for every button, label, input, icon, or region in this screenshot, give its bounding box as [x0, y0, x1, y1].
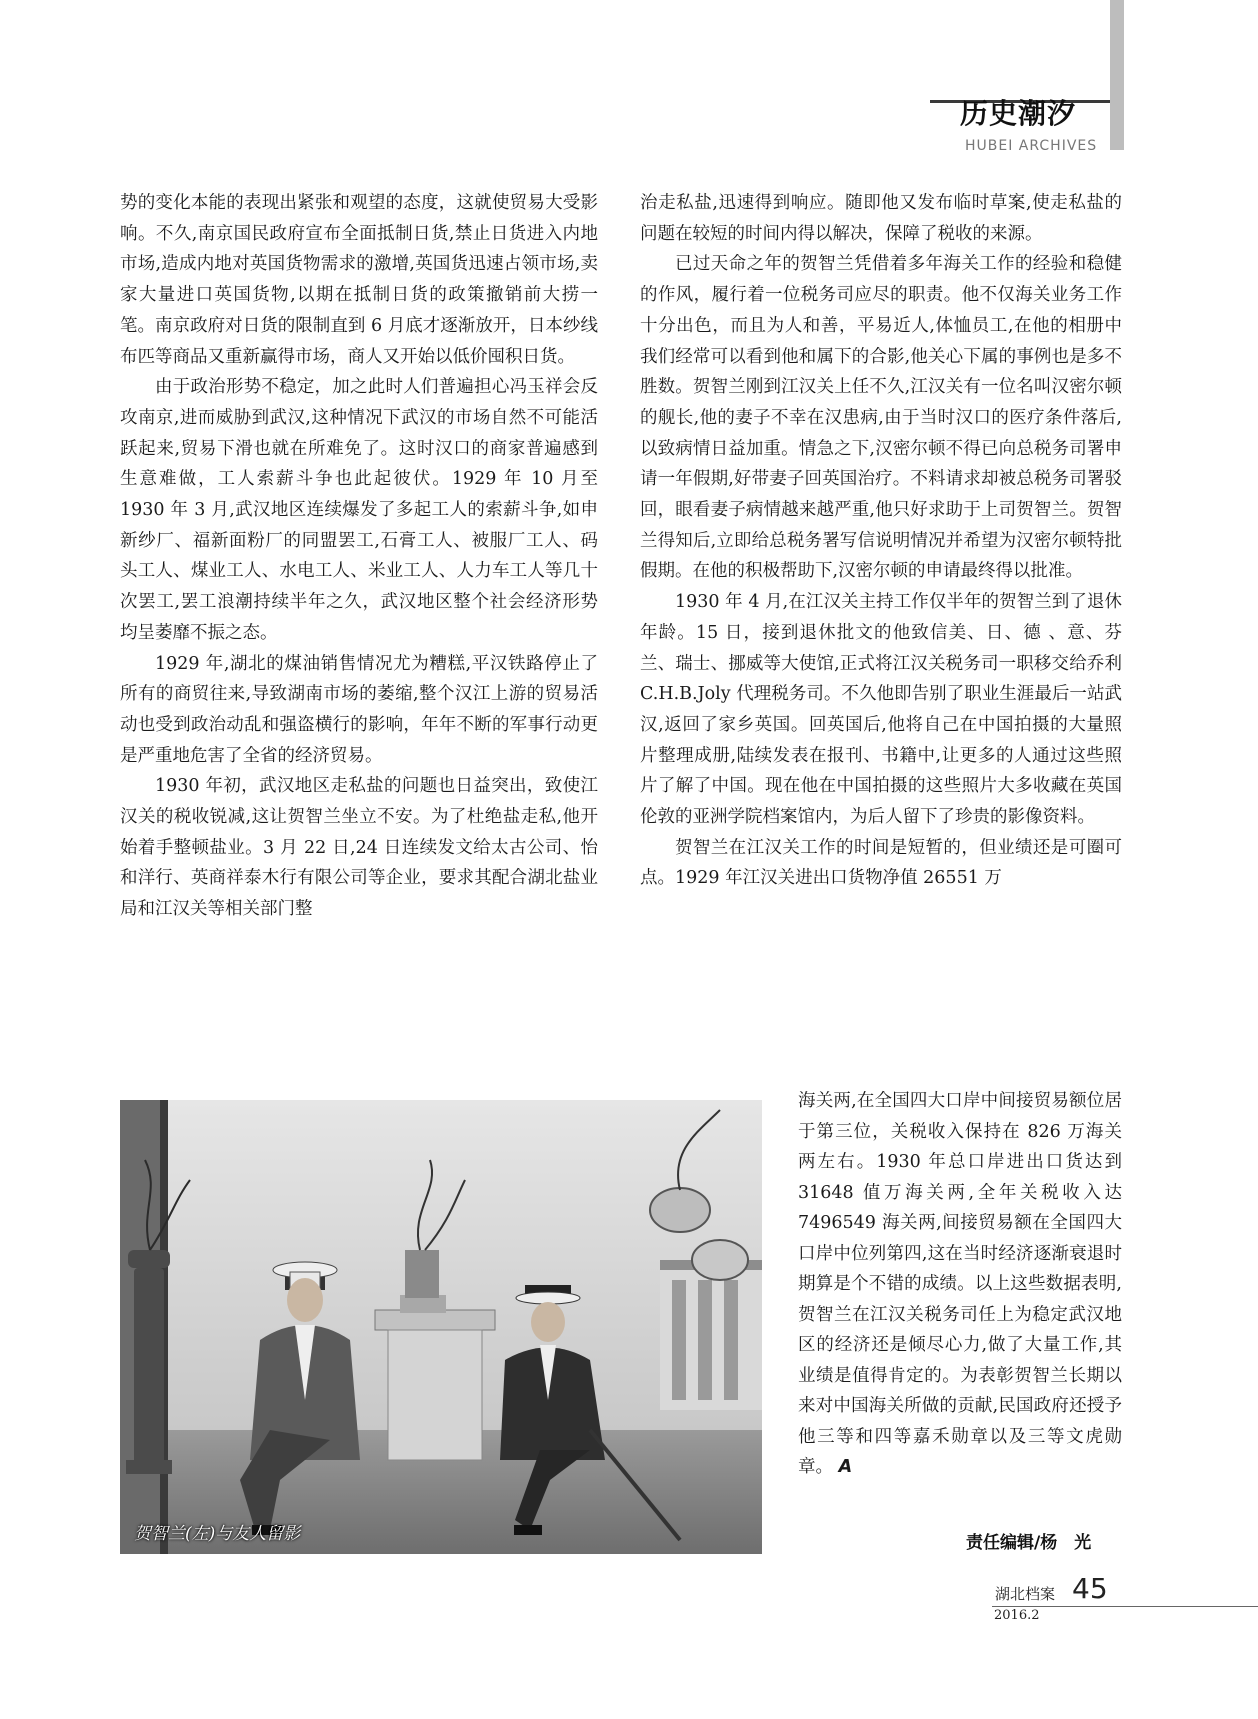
wrap-paragraph-text: 海关两,在全国四大口岸中间接贸易额位居于第三位，关税收入保持在 826 万海关两左右。1930 年总口岸进出口货达到 31648 值万海关两,全年关税收入达 7496549 海关两,间接贸易额在全国四大口岸中位列第四,这在当时经济逐渐衰退时期算是个不错的成绩。以上这些数据表明,贺智兰在江汉关税务司任上为稳定武汉地区的经济还是倾尽心力,做了大量工作,其业绩是值得肯定的。为表彰贺智兰长期以来对中国海关所做的贡献,民国政府还授予他三等和四等嘉禾勋章以及三等文虎勋章。 [798, 1091, 1122, 1477]
paragraph: 1930 年初，武汉地区走私盐的问题也日益突出，致使江汉关的税收锐减,这让贺智兰坐立不安。为了杜绝盐走私,他开始着手整顿盐业。3 月 22 日,24 日连续发文给太古公司、怡和洋行、英商祥泰木行有限公司等企业，要求其配合湖北盐业局和江汉关等相关部门整 [120, 776, 598, 920]
footer-rule [992, 1606, 1258, 1607]
paragraph: 贺智兰在江汉关工作的时间是短暂的，但业绩还是可圈可点。1929 年江汉关进出口货物净值 26551 万 [640, 837, 1122, 889]
wrap-paragraph [798, 1086, 1122, 1483]
paragraph: 1929 年,湖北的煤油销售情况尤为糟糕,平汉铁路停止了所有的商贸往来,导致湖南市场的萎缩,整个汉江上游的贸易活动也受到政治动乱和强盗横行的影响，年年不断的军事行动更是严重地危害了全省的经济贸易。 [120, 653, 598, 766]
left-column [120, 188, 598, 925]
photo-caption: 贺智兰(左)与友人留影 [134, 1524, 301, 1544]
paragraph: 由于政治形势不稳定，加之此时人们普遍担心冯玉祥会反攻南京,进而威胁到武汉,这种情况下武汉的市场自然不可能活跃起来,贸易下滑也就在所难免了。这时汉口的商家普遍感到生意难做，工人索薪斗争也此起彼伏。1929 年 10 月至 1930 年 3 月,武汉地区连续爆发了多起工人的索薪斗争,如申新纱厂、福新面粉厂的同盟罢工,石膏工人、被服厂工人、码头工人、煤业工人、水电工人、米业工人、人力车工人等几十次罢工,罢工浪潮持续半年之久，武汉地区整个社会经济形势均呈萎靡不振之态。 [120, 377, 598, 643]
header-edge-bar [1110, 0, 1124, 150]
section-title: 历史潮汐 [960, 97, 1077, 130]
page-number: 45 [1072, 1572, 1108, 1605]
right-column [640, 188, 1122, 894]
photo-illustration [120, 1100, 762, 1554]
issue-number: 2016.2 [994, 1608, 1040, 1623]
historical-photo [120, 1100, 762, 1554]
editor-credit: 责任编辑/杨 光 [966, 1533, 1092, 1553]
paragraph: 已过天命之年的贺智兰凭借着多年海关工作的经验和稳健的作风，履行着一位税务司应尽的职责。他不仅海关业务工作十分出色，而且为人和善，平易近人,体恤员工,在他的相册中我们经常可以看到他和属下的合影,他关心下属的事例也是多不胜数。贺智兰刚到江汉关上任不久,江汉关有一位名叫汉密尔顿的舰长,他的妻子不幸在汉患病,由于当时汉口的医疗条件落后,以致病情日益加重。情急之下,汉密尔顿不得已向总税务司署申请一年假期,好带妻子回英国治疗。不料请求却被总税务司署驳回，眼看妻子病情越来越严重,他只好求助于上司贺智兰。贺智兰得知后,立即给总税务署写信说明情况并希望为汉密尔顿特批假期。在他的积极帮助下,汉密尔顿的申请最终得以批准。 [640, 254, 1122, 582]
paragraph: 势的变化本能的表现出紧张和观望的态度，这就使贸易大受影响。不久,南京国民政府宣布全面抵制日货,禁止日货进入内地市场,造成内地对英国货物需求的激增,英国货迅速占领市场,卖家大量进口英国货物,以期在抵制日货的政策撤销前大捞一笔。南京政府对日货的限制直到 6 月底才逐渐放开，日本纱线布匹等商品又重新赢得市场，商人又开始以低价囤积日货。 [120, 193, 598, 367]
journal-name: 湖北档案 [995, 1585, 1056, 1603]
paragraph: 治走私盐,迅速得到响应。随即他又发布临时草案,使走私盐的问题在较短的时间内得以解决，保障了税收的来源。 [640, 193, 1122, 244]
section-subtitle: HUBEI ARCHIVES [965, 138, 1098, 154]
paragraph: 1930 年 4 月,在江汉关主持工作仅半年的贺智兰到了退休年龄。15 日，接到退休批文的他致信美、日、德 、意、芬兰、瑞士、挪威等大使馆,正式将江汉关税务司一职移交给乔利 C.H.B.Joly 代理税务司。不久他即告别了职业生涯最后一站武汉,返回了家乡英国。回英国后,他将自己在中国拍摄的大量照片整理成册,陆续发表在报刊、书籍中,让更多的人通过这些照片了解了中国。现在他在中国拍摄的这些照片大多收藏在英国伦敦的亚洲学院档案馆内，为后人留下了珍贵的影像资料。 [640, 592, 1122, 828]
end-mark-icon: A [838, 1457, 853, 1477]
